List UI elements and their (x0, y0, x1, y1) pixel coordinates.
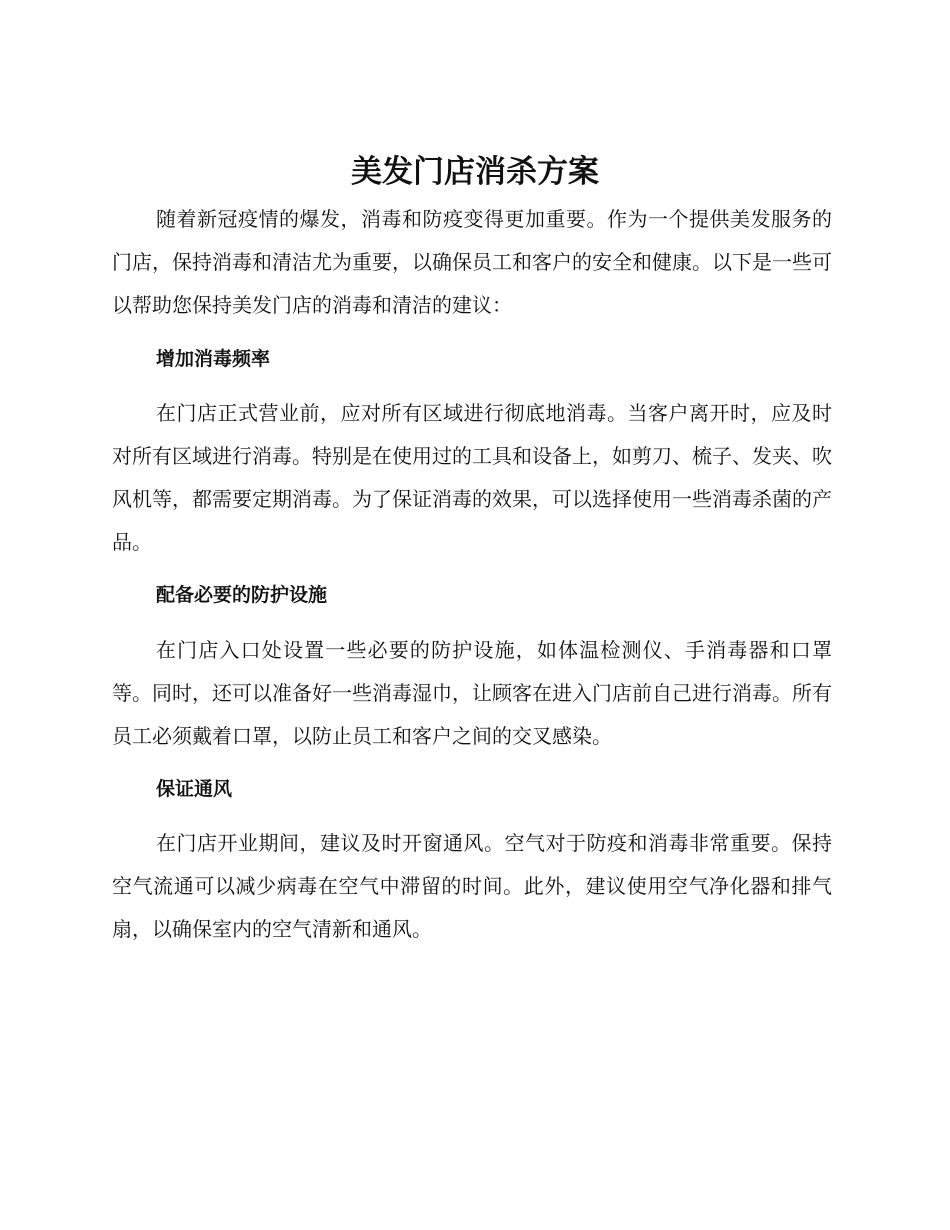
page-title: 美发门店消杀方案 (351, 154, 599, 190)
section-body-disinfection-frequency: 在门店正式营业前，应对所有区域进行彻底地消毒。当客户离开时，应及时对所有区域进行消毒。特别是在使用过的工具和设备上，如剪刀、梳子、发夹、吹风机等，都需要定期消毒。为了保证消毒的效果，可以选择使用一些消毒杀菌的产品。 (112, 401, 832, 554)
section-body-ventilation: 在门店开业期间，建议及时开窗通风。空气对于防疫和消毒非常重要。保持空气流通可以减少病毒在空气中滞留的时间。此外，建议使用空气净化器和排气扇，以确保室内的空气清新和通风。 (112, 831, 832, 941)
intro-paragraph: 随着新冠疫情的爆发，消毒和防疫变得更加重要。作为一个提供美发服务的门店，保持消毒和清洁尤为重要，以确保员工和客户的安全和健康。以下是一些可以帮助您保持美发门店的消毒和清洁的建议： (112, 207, 832, 317)
section-heading-disinfection-frequency: 增加消毒频率 (156, 348, 271, 370)
section-body-protective-facilities: 在门店入口处设置一些必要的防护设施，如体温检测仪、手消毒器和口罩等。同时，还可以准备好一些消毒湿巾，让顾客在进入门店前自己进行消毒。所有员工必须戴着口罩，以防止员工和客户之间的交叉感染。 (112, 638, 832, 748)
section-heading-protective-facilities: 配备必要的防护设施 (156, 584, 328, 606)
section-heading-ventilation: 保证通风 (156, 778, 233, 800)
